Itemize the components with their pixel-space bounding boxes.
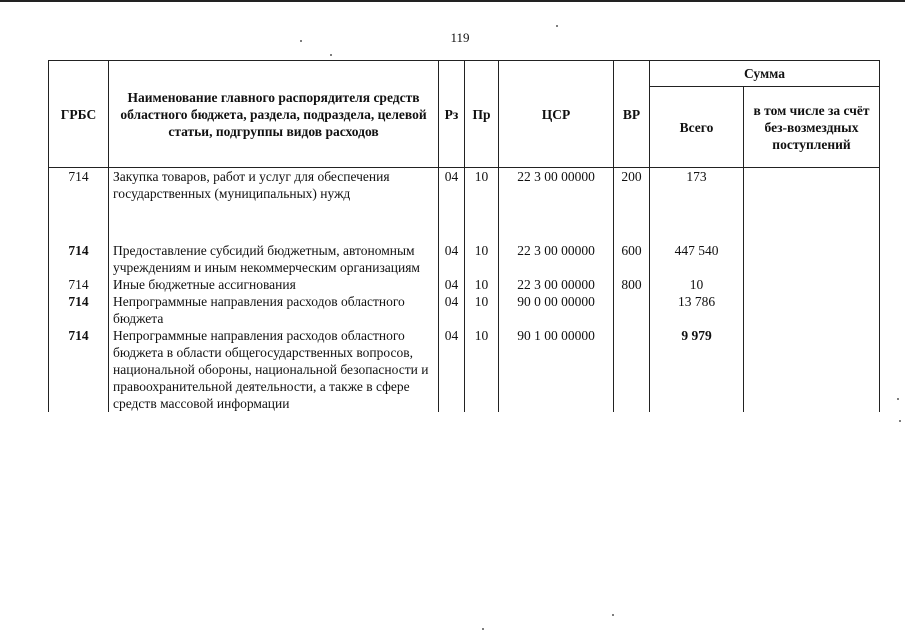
table-row bbox=[49, 327, 880, 412]
table-row bbox=[49, 293, 880, 327]
cell-gratuitous bbox=[744, 168, 880, 243]
header-gratuitous: в том числе за счёт без-возмездных поступлений bbox=[744, 87, 880, 168]
cell-vr: 600 bbox=[614, 242, 650, 276]
cell-grbs: 714 bbox=[49, 242, 109, 276]
budget-table bbox=[48, 60, 880, 412]
cell-csr: 22 3 00 00000 bbox=[499, 168, 614, 243]
cell-rz: 04 bbox=[439, 242, 465, 276]
cell-grbs: 714 bbox=[49, 168, 109, 243]
cell-csr: 90 0 00 00000 bbox=[499, 293, 614, 327]
cell-csr: 90 1 00 00000 bbox=[499, 327, 614, 412]
page-number: 119 bbox=[450, 30, 470, 45]
header-total: Всего bbox=[650, 87, 744, 168]
cell-pr: 10 bbox=[465, 293, 499, 327]
cell-total: 447 540 bbox=[650, 242, 744, 276]
header-pr: Пр bbox=[465, 61, 499, 168]
table-header-row bbox=[49, 61, 880, 87]
header-grbs: ГРБС bbox=[49, 61, 109, 168]
table-body bbox=[49, 168, 880, 413]
cell-total: 173 bbox=[650, 168, 744, 243]
cell-pr: 10 bbox=[465, 327, 499, 412]
cell-gratuitous bbox=[744, 242, 880, 276]
cell-gratuitous bbox=[744, 276, 880, 293]
cell-vr: 800 bbox=[614, 276, 650, 293]
cell-name: Непрограммные направления расходов областного бюджета в области общегосударственных вопросов, национальной обороны, национальной безопасности и правоохранительной деятельности, а также в сфере средств массовой информации bbox=[109, 327, 439, 412]
table-row bbox=[49, 276, 880, 293]
cell-grbs: 714 bbox=[49, 293, 109, 327]
table-row bbox=[49, 242, 880, 276]
cell-gratuitous bbox=[744, 327, 880, 412]
cell-csr: 22 3 00 00000 bbox=[499, 242, 614, 276]
header-name: Наименование главного распорядителя средств областного бюджета, раздела, подраздела, целевой статьи, подгруппы видов расходов bbox=[109, 61, 439, 168]
cell-csr: 22 3 00 00000 bbox=[499, 276, 614, 293]
cell-gratuitous bbox=[744, 293, 880, 327]
cell-rz: 04 bbox=[439, 168, 465, 243]
cell-rz: 04 bbox=[439, 276, 465, 293]
cell-name: Предоставление субсидий бюджетным, автономным учреждениям и иным некоммерческим организациям bbox=[109, 242, 439, 276]
cell-pr: 10 bbox=[465, 276, 499, 293]
cell-rz: 04 bbox=[439, 327, 465, 412]
header-sum: Сумма bbox=[650, 61, 880, 87]
header-vr: ВР bbox=[614, 61, 650, 168]
cell-pr: 10 bbox=[465, 242, 499, 276]
cell-name: Иные бюджетные ассигнования bbox=[109, 276, 439, 293]
cell-grbs: 714 bbox=[49, 276, 109, 293]
table-row bbox=[49, 168, 880, 243]
top-border-line bbox=[0, 0, 905, 2]
cell-vr bbox=[614, 327, 650, 412]
cell-total: 9 979 bbox=[650, 327, 744, 412]
header-csr: ЦСР bbox=[499, 61, 614, 168]
cell-grbs: 714 bbox=[49, 327, 109, 412]
header-rz: Рз bbox=[439, 61, 465, 168]
cell-pr: 10 bbox=[465, 168, 499, 243]
cell-rz: 04 bbox=[439, 293, 465, 327]
cell-total: 10 bbox=[650, 276, 744, 293]
cell-name: Закупка товаров, работ и услуг для обеспечения государственных (муниципальных) нужд bbox=[109, 168, 439, 243]
cell-total: 13 786 bbox=[650, 293, 744, 327]
cell-vr bbox=[614, 293, 650, 327]
cell-vr: 200 bbox=[614, 168, 650, 243]
cell-name: Непрограммные направления расходов областного бюджета bbox=[109, 293, 439, 327]
